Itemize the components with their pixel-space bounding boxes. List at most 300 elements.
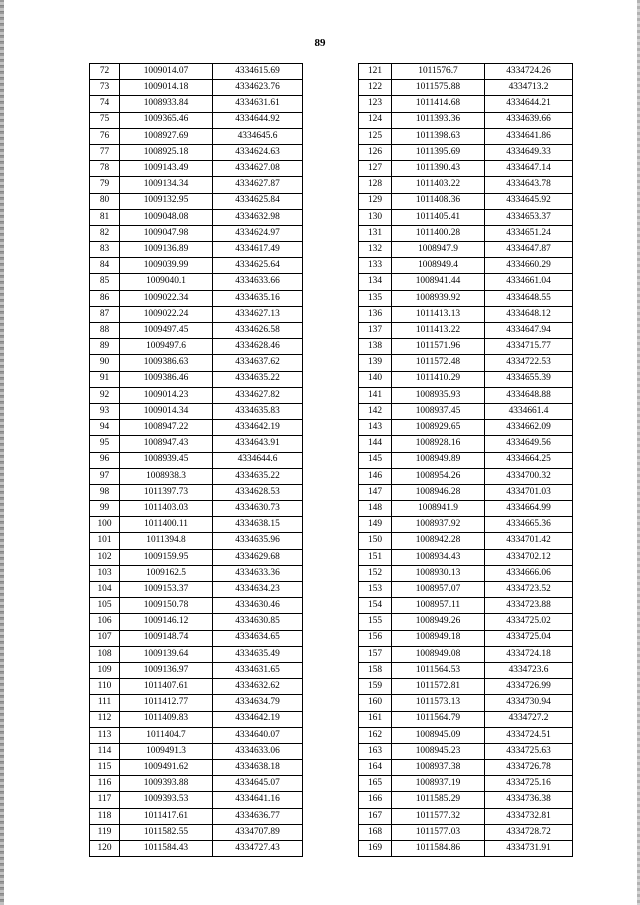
y-coordinate-cell: 4334645.92: [485, 193, 573, 209]
table-row: [90, 112, 303, 128]
x-coordinate-cell: 1009014.23: [120, 387, 213, 403]
point-number-cell: 79: [90, 177, 120, 193]
point-number-cell: 121: [359, 64, 392, 80]
point-number-cell: 112: [90, 711, 120, 727]
y-coordinate-cell: 4334724.18: [485, 646, 573, 662]
x-coordinate-cell: 1009139.64: [120, 646, 213, 662]
table-row: [90, 743, 303, 759]
y-coordinate-cell: 4334702.12: [485, 549, 573, 565]
point-number-cell: 157: [359, 646, 392, 662]
point-number-cell: 78: [90, 161, 120, 177]
page-number: 89: [314, 37, 326, 49]
point-number-cell: 140: [359, 371, 392, 387]
y-coordinate-cell: 4334623.76: [213, 80, 303, 96]
y-coordinate-cell: 4334632.98: [213, 209, 303, 225]
x-coordinate-cell: 1008947.22: [120, 420, 213, 436]
table-row: [90, 64, 303, 80]
y-coordinate-cell: 4334635.22: [213, 468, 303, 484]
x-coordinate-cell: 1008939.92: [392, 290, 485, 306]
table-row: [359, 598, 573, 614]
x-coordinate-cell: 1011577.03: [392, 824, 485, 840]
x-coordinate-cell: 1011409.83: [120, 711, 213, 727]
table-row: [359, 452, 573, 468]
table-row: [359, 420, 573, 436]
point-number-cell: 81: [90, 209, 120, 225]
point-number-cell: 145: [359, 452, 392, 468]
point-number-cell: 133: [359, 258, 392, 274]
table-row: [90, 695, 303, 711]
y-coordinate-cell: 4334660.29: [485, 258, 573, 274]
x-coordinate-cell: 1011405.41: [392, 209, 485, 225]
point-number-cell: 165: [359, 776, 392, 792]
x-coordinate-cell: 1011564.53: [392, 662, 485, 678]
y-coordinate-cell: 4334635.49: [213, 646, 303, 662]
point-number-cell: 72: [90, 64, 120, 80]
table-row: [90, 679, 303, 695]
scan-edge-left: [0, 0, 4, 905]
x-coordinate-cell: 1008947.9: [392, 242, 485, 258]
point-number-cell: 88: [90, 323, 120, 339]
point-number-cell: 102: [90, 549, 120, 565]
coordinates-table-left: [89, 63, 303, 857]
x-coordinate-cell: 1009393.88: [120, 776, 213, 792]
x-coordinate-cell: 1008935.93: [392, 387, 485, 403]
point-number-cell: 96: [90, 452, 120, 468]
y-coordinate-cell: 4334639.66: [485, 112, 573, 128]
point-number-cell: 167: [359, 808, 392, 824]
table-row: [359, 501, 573, 517]
table-row: [90, 614, 303, 630]
table-row: [359, 549, 573, 565]
table-row: [90, 403, 303, 419]
point-number-cell: 137: [359, 323, 392, 339]
table-row: [90, 501, 303, 517]
y-coordinate-cell: 4334724.26: [485, 64, 573, 80]
y-coordinate-cell: 4334647.14: [485, 161, 573, 177]
y-coordinate-cell: 4334713.2: [485, 80, 573, 96]
table-row: [90, 339, 303, 355]
x-coordinate-cell: 1008947.43: [120, 436, 213, 452]
y-coordinate-cell: 4334640.07: [213, 727, 303, 743]
y-coordinate-cell: 4334715.77: [485, 339, 573, 355]
x-coordinate-cell: 1011582.55: [120, 824, 213, 840]
table-row: [90, 355, 303, 371]
x-coordinate-cell: 1009134.34: [120, 177, 213, 193]
x-coordinate-cell: 1008942.28: [392, 533, 485, 549]
table-row: [359, 274, 573, 290]
point-number-cell: 92: [90, 387, 120, 403]
table-row: [90, 80, 303, 96]
table-row: [90, 776, 303, 792]
table-row: [359, 258, 573, 274]
point-number-cell: 155: [359, 614, 392, 630]
y-coordinate-cell: 4334630.85: [213, 614, 303, 630]
table-row: [90, 128, 303, 144]
x-coordinate-cell: 1011403.03: [120, 501, 213, 517]
point-number-cell: 141: [359, 387, 392, 403]
point-number-cell: 89: [90, 339, 120, 355]
x-coordinate-cell: 1011408.36: [392, 193, 485, 209]
y-coordinate-cell: 4334644.6: [213, 452, 303, 468]
y-coordinate-cell: 4334624.97: [213, 225, 303, 241]
point-number-cell: 138: [359, 339, 392, 355]
y-coordinate-cell: 4334664.25: [485, 452, 573, 468]
table-row: [359, 565, 573, 581]
table-row: [359, 339, 573, 355]
y-coordinate-cell: 4334725.02: [485, 614, 573, 630]
y-coordinate-cell: 4334648.12: [485, 306, 573, 322]
point-number-cell: 94: [90, 420, 120, 436]
point-number-cell: 109: [90, 662, 120, 678]
x-coordinate-cell: 1011584.43: [120, 841, 213, 857]
y-coordinate-cell: 4334644.21: [485, 96, 573, 112]
y-coordinate-cell: 4334631.61: [213, 96, 303, 112]
y-coordinate-cell: 4334638.15: [213, 517, 303, 533]
x-coordinate-cell: 1009146.12: [120, 614, 213, 630]
y-coordinate-cell: 4334633.06: [213, 743, 303, 759]
point-number-cell: 99: [90, 501, 120, 517]
y-coordinate-cell: 4334625.64: [213, 258, 303, 274]
x-coordinate-cell: 1011573.13: [392, 695, 485, 711]
x-coordinate-cell: 1011413.13: [392, 306, 485, 322]
table-row: [359, 403, 573, 419]
y-coordinate-cell: 4334655.39: [485, 371, 573, 387]
point-number-cell: 124: [359, 112, 392, 128]
y-coordinate-cell: 4334662.09: [485, 420, 573, 436]
y-coordinate-cell: 4334625.84: [213, 193, 303, 209]
table-row: [90, 727, 303, 743]
point-number-cell: 151: [359, 549, 392, 565]
table-row: [359, 290, 573, 306]
x-coordinate-cell: 1011584.86: [392, 841, 485, 857]
x-coordinate-cell: 1008949.08: [392, 646, 485, 662]
point-number-cell: 129: [359, 193, 392, 209]
table-row: [359, 128, 573, 144]
y-coordinate-cell: 4334633.66: [213, 274, 303, 290]
point-number-cell: 115: [90, 760, 120, 776]
y-coordinate-cell: 4334628.53: [213, 484, 303, 500]
y-coordinate-cell: 4334665.36: [485, 517, 573, 533]
y-coordinate-cell: 4334648.88: [485, 387, 573, 403]
y-coordinate-cell: 4334701.42: [485, 533, 573, 549]
y-coordinate-cell: 4334726.78: [485, 760, 573, 776]
x-coordinate-cell: 1009014.34: [120, 403, 213, 419]
x-coordinate-cell: 1011410.29: [392, 371, 485, 387]
y-coordinate-cell: 4334645.6: [213, 128, 303, 144]
x-coordinate-cell: 1011413.22: [392, 323, 485, 339]
point-number-cell: 74: [90, 96, 120, 112]
y-coordinate-cell: 4334661.4: [485, 403, 573, 419]
x-coordinate-cell: 1009497.45: [120, 323, 213, 339]
x-coordinate-cell: 1011412.77: [120, 695, 213, 711]
point-number-cell: 164: [359, 760, 392, 776]
table-row: [359, 436, 573, 452]
table-row: [359, 323, 573, 339]
y-coordinate-cell: 4334643.91: [213, 436, 303, 452]
y-coordinate-cell: 4334725.16: [485, 776, 573, 792]
y-coordinate-cell: 4334632.62: [213, 679, 303, 695]
x-coordinate-cell: 1008930.13: [392, 565, 485, 581]
y-coordinate-cell: 4334725.04: [485, 630, 573, 646]
y-coordinate-cell: 4334664.99: [485, 501, 573, 517]
y-coordinate-cell: 4334635.22: [213, 371, 303, 387]
x-coordinate-cell: 1009136.97: [120, 662, 213, 678]
x-coordinate-cell: 1008946.28: [392, 484, 485, 500]
point-number-cell: 161: [359, 711, 392, 727]
point-number-cell: 160: [359, 695, 392, 711]
x-coordinate-cell: 1009022.34: [120, 290, 213, 306]
point-number-cell: 153: [359, 582, 392, 598]
x-coordinate-cell: 1011577.32: [392, 808, 485, 824]
x-coordinate-cell: 1008949.4: [392, 258, 485, 274]
point-number-cell: 119: [90, 824, 120, 840]
x-coordinate-cell: 1011585.29: [392, 792, 485, 808]
point-number-cell: 135: [359, 290, 392, 306]
x-coordinate-cell: 1009039.99: [120, 258, 213, 274]
table-row: [359, 144, 573, 160]
y-coordinate-cell: 4334634.23: [213, 582, 303, 598]
table-row: [359, 824, 573, 840]
x-coordinate-cell: 1011393.36: [392, 112, 485, 128]
x-coordinate-cell: 1009048.08: [120, 209, 213, 225]
point-number-cell: 143: [359, 420, 392, 436]
table-row: [359, 80, 573, 96]
y-coordinate-cell: 4334627.87: [213, 177, 303, 193]
table-row: [90, 565, 303, 581]
point-number-cell: 125: [359, 128, 392, 144]
y-coordinate-cell: 4334644.92: [213, 112, 303, 128]
x-coordinate-cell: 1008928.16: [392, 436, 485, 452]
table-row: [359, 112, 573, 128]
point-number-cell: 90: [90, 355, 120, 371]
coordinates-table-right: [358, 63, 573, 857]
x-coordinate-cell: 1011407.61: [120, 679, 213, 695]
x-coordinate-cell: 1011576.7: [392, 64, 485, 80]
point-number-cell: 83: [90, 242, 120, 258]
x-coordinate-cell: 1011564.79: [392, 711, 485, 727]
x-coordinate-cell: 1008949.89: [392, 452, 485, 468]
table-row: [359, 355, 573, 371]
y-coordinate-cell: 4334634.65: [213, 630, 303, 646]
x-coordinate-cell: 1009393.53: [120, 792, 213, 808]
point-number-cell: 103: [90, 565, 120, 581]
y-coordinate-cell: 4334700.32: [485, 468, 573, 484]
point-number-cell: 80: [90, 193, 120, 209]
table-row: [359, 776, 573, 792]
y-coordinate-cell: 4334661.04: [485, 274, 573, 290]
point-number-cell: 117: [90, 792, 120, 808]
table-row: [90, 258, 303, 274]
point-number-cell: 120: [90, 841, 120, 857]
x-coordinate-cell: 1009150.78: [120, 598, 213, 614]
point-number-cell: 76: [90, 128, 120, 144]
point-number-cell: 113: [90, 727, 120, 743]
y-coordinate-cell: 4334635.83: [213, 403, 303, 419]
point-number-cell: 126: [359, 144, 392, 160]
point-number-cell: 128: [359, 177, 392, 193]
point-number-cell: 154: [359, 598, 392, 614]
x-coordinate-cell: 1009014.18: [120, 80, 213, 96]
table-row: [90, 323, 303, 339]
table-row: [359, 614, 573, 630]
point-number-cell: 159: [359, 679, 392, 695]
table-row: [359, 96, 573, 112]
point-number-cell: 142: [359, 403, 392, 419]
y-coordinate-cell: 4334732.81: [485, 808, 573, 824]
x-coordinate-cell: 1008945.23: [392, 743, 485, 759]
y-coordinate-cell: 4334641.16: [213, 792, 303, 808]
table-row: [359, 679, 573, 695]
point-number-cell: 98: [90, 484, 120, 500]
point-number-cell: 146: [359, 468, 392, 484]
point-number-cell: 104: [90, 582, 120, 598]
table-row: [359, 695, 573, 711]
x-coordinate-cell: 1009497.6: [120, 339, 213, 355]
table-row: [359, 468, 573, 484]
point-number-cell: 132: [359, 242, 392, 258]
point-number-cell: 85: [90, 274, 120, 290]
point-number-cell: 73: [90, 80, 120, 96]
table-row: [359, 743, 573, 759]
point-number-cell: 100: [90, 517, 120, 533]
point-number-cell: 110: [90, 679, 120, 695]
x-coordinate-cell: 1008949.26: [392, 614, 485, 630]
point-number-cell: 122: [359, 80, 392, 96]
point-number-cell: 150: [359, 533, 392, 549]
y-coordinate-cell: 4334730.94: [485, 695, 573, 711]
table-row: [359, 792, 573, 808]
table-row: [359, 371, 573, 387]
table-row: [90, 841, 303, 857]
x-coordinate-cell: 1009132.95: [120, 193, 213, 209]
x-coordinate-cell: 1011394.8: [120, 533, 213, 549]
table-row: [90, 96, 303, 112]
x-coordinate-cell: 1009386.46: [120, 371, 213, 387]
x-coordinate-cell: 1011403.22: [392, 177, 485, 193]
y-coordinate-cell: 4334630.73: [213, 501, 303, 517]
x-coordinate-cell: 1009386.63: [120, 355, 213, 371]
table-row: [359, 662, 573, 678]
table-row: [90, 468, 303, 484]
table-row: [90, 662, 303, 678]
x-coordinate-cell: 1009159.95: [120, 549, 213, 565]
table-row: [90, 711, 303, 727]
table-row: [359, 808, 573, 824]
table-row: [90, 760, 303, 776]
x-coordinate-cell: 1009365.46: [120, 112, 213, 128]
y-coordinate-cell: 4334725.63: [485, 743, 573, 759]
table-row: [359, 161, 573, 177]
table-row: [90, 225, 303, 241]
point-number-cell: 136: [359, 306, 392, 322]
table-row: [90, 290, 303, 306]
point-number-cell: 148: [359, 501, 392, 517]
y-coordinate-cell: 4334634.79: [213, 695, 303, 711]
y-coordinate-cell: 4334627.82: [213, 387, 303, 403]
point-number-cell: 75: [90, 112, 120, 128]
y-coordinate-cell: 4334645.07: [213, 776, 303, 792]
y-coordinate-cell: 4334617.49: [213, 242, 303, 258]
y-coordinate-cell: 4334724.51: [485, 727, 573, 743]
x-coordinate-cell: 1008949.18: [392, 630, 485, 646]
x-coordinate-cell: 1008937.45: [392, 403, 485, 419]
y-coordinate-cell: 4334722.53: [485, 355, 573, 371]
y-coordinate-cell: 4334637.62: [213, 355, 303, 371]
table-row: [90, 144, 303, 160]
table-row: [90, 209, 303, 225]
x-coordinate-cell: 1008937.19: [392, 776, 485, 792]
x-coordinate-cell: 1011572.81: [392, 679, 485, 695]
y-coordinate-cell: 4334643.78: [485, 177, 573, 193]
point-number-cell: 106: [90, 614, 120, 630]
point-number-cell: 134: [359, 274, 392, 290]
x-coordinate-cell: 1011417.61: [120, 808, 213, 824]
x-coordinate-cell: 1011395.69: [392, 144, 485, 160]
point-number-cell: 147: [359, 484, 392, 500]
table-row: [90, 177, 303, 193]
table-row: [359, 209, 573, 225]
point-number-cell: 131: [359, 225, 392, 241]
x-coordinate-cell: 1009040.1: [120, 274, 213, 290]
x-coordinate-cell: 1008954.26: [392, 468, 485, 484]
point-number-cell: 77: [90, 144, 120, 160]
x-coordinate-cell: 1011398.63: [392, 128, 485, 144]
x-coordinate-cell: 1011571.96: [392, 339, 485, 355]
table-row: [359, 711, 573, 727]
x-coordinate-cell: 1008937.38: [392, 760, 485, 776]
table-row: [359, 306, 573, 322]
table-row: [90, 598, 303, 614]
y-coordinate-cell: 4334641.86: [485, 128, 573, 144]
y-coordinate-cell: 4334627.13: [213, 306, 303, 322]
y-coordinate-cell: 4334723.88: [485, 598, 573, 614]
y-coordinate-cell: 4334647.87: [485, 242, 573, 258]
table-row: [359, 225, 573, 241]
x-coordinate-cell: 1008941.44: [392, 274, 485, 290]
point-number-cell: 156: [359, 630, 392, 646]
point-number-cell: 118: [90, 808, 120, 824]
y-coordinate-cell: 4334701.03: [485, 484, 573, 500]
y-coordinate-cell: 4334648.55: [485, 290, 573, 306]
y-coordinate-cell: 4334723.6: [485, 662, 573, 678]
x-coordinate-cell: 1008937.92: [392, 517, 485, 533]
point-number-cell: 149: [359, 517, 392, 533]
table-row: [90, 452, 303, 468]
point-number-cell: 162: [359, 727, 392, 743]
y-coordinate-cell: 4334642.19: [213, 420, 303, 436]
y-coordinate-cell: 4334631.65: [213, 662, 303, 678]
table-row: [90, 371, 303, 387]
table-row: [90, 274, 303, 290]
point-number-cell: 82: [90, 225, 120, 241]
table-row: [90, 387, 303, 403]
x-coordinate-cell: 1009162.5: [120, 565, 213, 581]
point-number-cell: 97: [90, 468, 120, 484]
point-number-cell: 168: [359, 824, 392, 840]
y-coordinate-cell: 4334638.18: [213, 760, 303, 776]
y-coordinate-cell: 4334629.68: [213, 549, 303, 565]
y-coordinate-cell: 4334649.33: [485, 144, 573, 160]
x-coordinate-cell: 1008941.9: [392, 501, 485, 517]
point-number-cell: 139: [359, 355, 392, 371]
table-row: [359, 760, 573, 776]
x-coordinate-cell: 1008933.84: [120, 96, 213, 112]
x-coordinate-cell: 1009047.98: [120, 225, 213, 241]
table-row: [90, 517, 303, 533]
table-row: [359, 177, 573, 193]
table-row: [90, 630, 303, 646]
point-number-cell: 123: [359, 96, 392, 112]
